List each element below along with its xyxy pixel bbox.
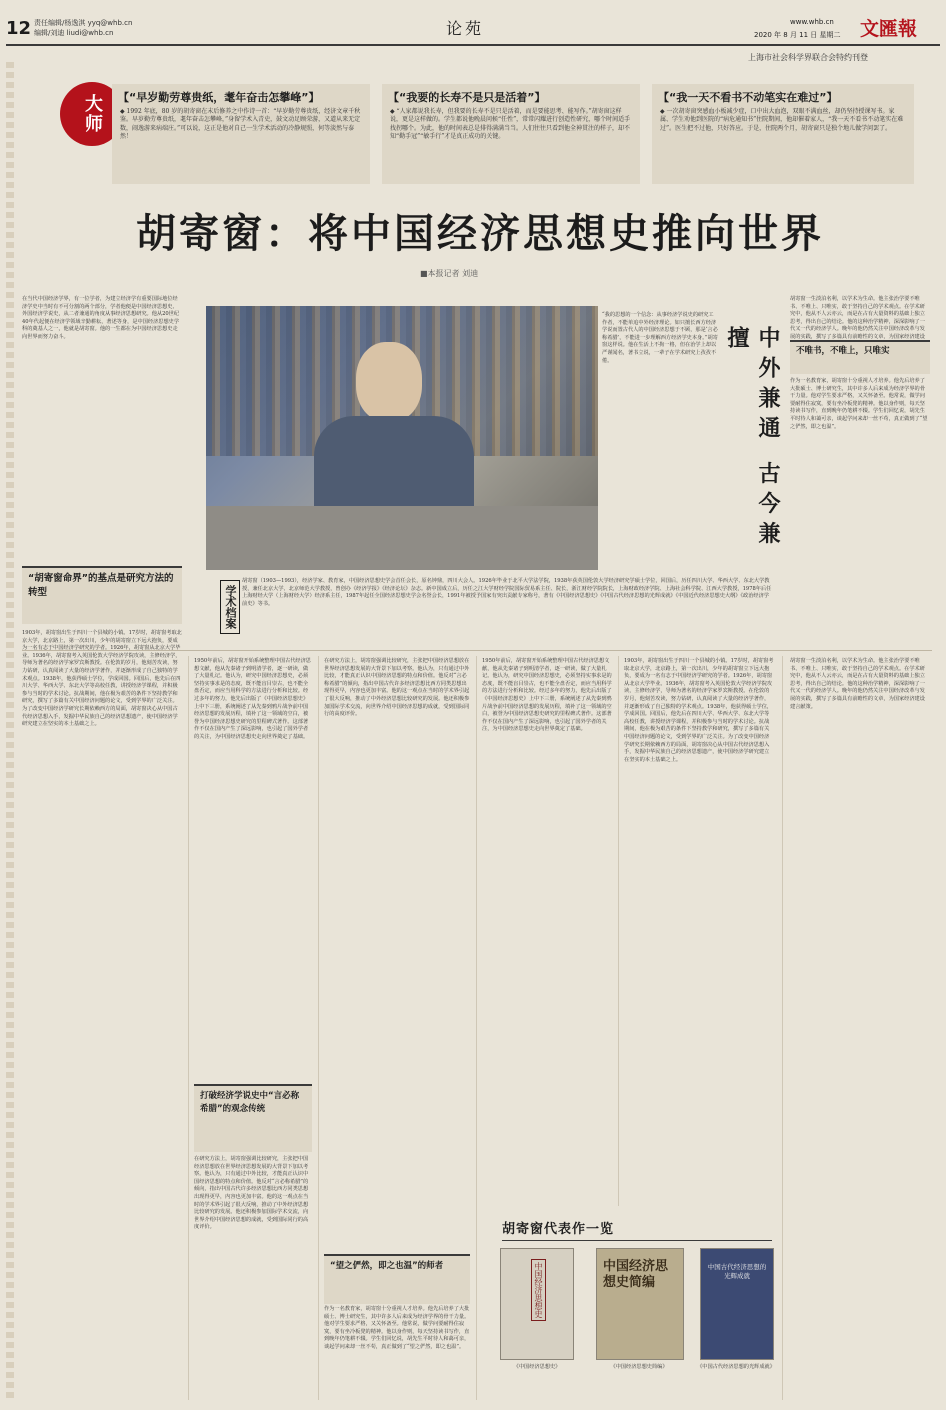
page-number: 12 xyxy=(6,18,32,39)
quote-body-1: ◆ 1992 年底，80 岁的胡寄窗在末后修养之中作诗一首：“早岁勤劳尊贵纸，经济文章千秋鉴。早岁勤劳尊贵纸，耄年奋击怎攀峰，”身留学术入青史，鼓文动足顾荣游，又道从来无定数，闹逸游来病端庄。”可以说，这正是他对自己一生学术活动的冷静规照，何等淡然与泰然！ xyxy=(120,108,361,141)
photo-caption: “我的思想的一个信念：从事经济学说史的研究工作者，不能单追中外经济理论。如只擅长西方经济学说而置古代人的中国经济思想于不顾，那是‘言必称希腊’，不能进一步理解西方经济学史本身。”胡寄窗这样说。他在生活上不拘一格，但在治学上却以严谨闻名，著书立说，一辈子在学术研究上孜孜不倦。 xyxy=(602,312,718,364)
byline-name: 刘迪 xyxy=(462,269,479,278)
archive-label: 学术档案 xyxy=(220,580,240,634)
editor-line-2: 编辑/刘迪 liudi@whb.cn xyxy=(34,29,114,37)
works-heading-rule xyxy=(502,1240,772,1241)
body-col-3: 在研究方法上，胡寄窗强调比较研究，主张把中国经济思想放在世界经济思想发展的大背景下加以考察。他认为，只有通过中外比较，才能真正认识中国经济思想的特点和价值。他反对“言必称希腊”的倾向，指出中国古代许多经济思想比西方同类思想出现得更早，内容也更加丰富。他的这一观点在当时的学术界引起了很大反响，推动了中外经济思想比较研究的发展。他还积极参加国际学术交流，向世界介绍中国经济思想的成就，受到国际同行的高度评价。 xyxy=(324,658,470,718)
book-caption-2: 《中国经济思想史简编》 xyxy=(610,1364,668,1370)
quote-title-3: 【“我一天不看书不动笔实在难过”】 xyxy=(658,91,838,104)
col-divider-2 xyxy=(318,656,319,1400)
left-border-pattern xyxy=(6,62,14,1402)
book-cover-3-label: 中国古代经济思想的光辉成就 xyxy=(707,1263,767,1280)
portrait-body xyxy=(314,416,474,516)
col-divider-3 xyxy=(476,656,477,1400)
col-divider-1 xyxy=(188,656,189,1400)
book-caption-1: 《中国经济思想史》 xyxy=(513,1364,561,1370)
subhead-1: “胡寄窗命界”的基点是研究方法的转型 xyxy=(28,573,174,598)
side-title: 中外兼通 古今兼擅 xyxy=(724,326,781,552)
book-caption-3: 《中国古代经济思想的光辉成就》 xyxy=(697,1364,775,1370)
portrait-desk xyxy=(206,506,598,570)
quote-title-2: 【“我要的长寿不是只是活着”】 xyxy=(388,91,546,104)
subhead-box-2 xyxy=(194,1084,312,1152)
body-col-4: 1950年前后，胡寄窗开始系统整理中国古代经济思想文献，他从先秦诸子到明清学者，逐一研读，做了大量札记。他认为，研究中国经济思想史，必须坚持实事求是的态度，既不能盲目崇古，也不能全盘否定，而应当用科学的方法进行分析和比较。经过多年的努力，他先后出版了《中国经济思想史》上中下三册，系统阐述了从先秦到鸦片战争前中国经济思想的发展历程，填补了这一领域的空白，被誉为中国经济思想史研究的里程碑式著作。这部著作不仅在国内产生了深远影响，也引起了国外学者的关注，为中国经济思想史走向世界奠定了基础。 xyxy=(482,658,612,733)
quote-body-2: ◆ “人家都说我长寿，但我要的长寿不是只是活着，而是要能思考、能写作。”胡寄窗这样说，更是这样做的。学生都说他晚晨问候“任性”，常常闪耀进行创造性研究，哪个时间适手找拐哪个。为此，他的时间表总是排得满满当当。人们往往只看到他全神贯注的样子，却不知“勤手冠”“敏手行”才是真正成功的关键。 xyxy=(390,108,631,141)
body-col-5: 1903年，胡寄窗出生于四川一个县城的小镇。17岁时，胡寄窗考取北京大学，北京路上，第一次出川，少年的胡寄窗立下远大抱负，要成为一名有志于中国经济学研究的学者。1926年，胡寄窗从北京大学毕业。1936年，胡寄窗考入英国伦敦大学经济学院攻读，主修经济学，导师为著名的经济学家罗宾斯教授。在伦敦的岁月，他刻苦攻读，努力钻研，认真阅读了大量的经济学著作，并逐渐形成了自己独特的学术观点。1938年，他获得硕士学位，学成回国。回国后，他先后在四川大学、华西大学、东北大学等高校任教，讲授经济学课程，并积极参与当时的学术讨论。抗战期间，他在极为艰苦的条件下坚持教学和研究，撰写了多篇有关中国经济问题的论文，受到学界的广泛关注。为了改变中国经济学研究长期依赖西方的局面，胡寄窗决心从中国古代经济思想入手，发掘中华民族自己的经济思想遗产，使中国经济学研究建立在坚实的本土基础之上。 xyxy=(624,658,774,763)
right-intro-text: 胡寄窗一生淡泊名利，以学术为生命。他主张治学要不唯书、不唯上、只唯实，敢于坚持自己的学术观点。在学术研究中，他从不人云亦云，而是在占有大量资料的基础上独立思考，得出自己的结论。他的这种治学精神，深深影响了一代又一代的经济学人。晚年的他仍然关注中国经济改革与发展的实践，撰写了多篇具有前瞻性的文章，为国家经济建设 xyxy=(790,296,925,340)
portrait-photo xyxy=(206,306,598,570)
subhead-4: 不唯书，不唯上，只唯实 xyxy=(796,346,890,356)
quote-body-3: ◆ 一次胡寄窗突感血小板减少症，口中出大血泡，双眼不满血丝，却仍坚持授课写书。家属、学生劝他到医院的“病危通知书”住院期间，他却催着家人，“我一天不看书不动笔实在难过”。医生把不过他，只好答应。于是，住院两个月，胡寄窗只是独个地儿做学问罢了。 xyxy=(660,108,904,132)
master-logo-text: 大师 xyxy=(82,94,103,134)
subhead-3: “望之俨然，即之也温”的师者 xyxy=(330,1261,444,1271)
body-col-2: 1950年前后，胡寄窗开始系统整理中国古代经济思想文献，他从先秦诸子到明清学者，逐一研读，做了大量札记。他认为，研究中国经济思想史，必须坚持实事求是的态度，既不能盲目崇古，也不能全盘否定，而应当用科学的方法进行分析和比较。经过多年的努力，他先后出版了《中国经济思想史》上中下三册，系统阐述了从先秦到鸦片战争前中国经济思想的发展历程，填补了这一领域的空白，被誉为中国经济思想史研究的里程碑式著作。这部著作不仅在国内产生了深远影响，也引起了国外学者的关注，为中国经济思想史走向世界奠定了基础。 xyxy=(194,658,311,740)
book-cover-1 xyxy=(500,1248,574,1360)
subhead-box-4 xyxy=(790,340,930,374)
editor-line-1: 责任编辑/杨逸淇 yyq@whb.cn xyxy=(34,19,133,27)
masthead-rule xyxy=(6,44,940,46)
byline-label: ■本报记者 xyxy=(420,269,460,278)
partner-line: 上海市社会科学界联合会特约刊登 xyxy=(748,53,868,62)
quote-box-3 xyxy=(652,84,914,184)
quote-box-1 xyxy=(112,84,370,184)
issue-date: 2020 年 8 月 11 日 星期二 xyxy=(754,31,841,39)
right-col-text-1: 作为一名教育家，胡寄窗十分重视人才培养。他先后培养了大批硕士、博士研究生，其中许多人后来成为经济学界的骨干力量。他对学生要求严格，又关怀备至。他常说，做学问要耐得住寂寞，要有坐冷板凳的精神。他以身作则，每天坚持读书写作，直到晚年仍笔耕不辍。学生们回忆说，胡先生平时待人和蔼可亲，谈起学问来却一丝不苟，真正做到了“望之俨然，即之也温”。 xyxy=(790,378,928,430)
byline xyxy=(420,268,478,279)
col-divider-4 xyxy=(618,656,619,1206)
subhead-box-1 xyxy=(22,566,182,624)
website: www.whb.cn xyxy=(790,18,834,26)
works-heading: 胡寄窗代表作一览 xyxy=(502,1222,615,1237)
col-divider-5 xyxy=(782,656,783,1400)
section-title: 论苑 xyxy=(446,19,485,38)
body-col-1: 1903年，胡寄窗出生于四川一个县城的小镇。17岁时，胡寄窗考取北京大学，北京路上，第一次出川，少年的胡寄窗立下远大抱负，要成为一名有志于中国经济学研究的学者。1926年，胡寄窗从北京大学毕业。1936年，胡寄窗考入英国伦敦大学经济学院攻读，主修经济学，导师为著名的经济学家罗宾斯教授。在伦敦的岁月，他刻苦攻读，努力钻研，认真阅读了大量的经济学著作，并逐渐形成了自己独特的学术观点。1938年，他获得硕士学位，学成回国。回国后，他先后在四川大学、华西大学、东北大学等高校任教，讲授经济学课程，并积极参与当时的学术讨论。抗战期间，他在极为艰苦的条件下坚持教学和研究，撰写了多篇有关中国经济问题的论文，受到学界的广泛关注。为了改变中国经济学研究长期依赖西方的局面，胡寄窗决心从中国古代经济思想入手，发掘中华民族自己的经济思想遗产，使中国经济学研究建立在坚实的本土基础之上。 xyxy=(22,630,182,728)
subhead-2: 打破经济学说史中“言必称希腊”的观念传统 xyxy=(200,1091,300,1114)
subhead-box-3 xyxy=(324,1254,470,1304)
book-cover-3 xyxy=(700,1248,774,1360)
headline: 胡寄窗：将中国经济思想史推向世界 xyxy=(136,210,824,257)
body-col-6: 胡寄窗一生淡泊名利，以学术为生命。他主张治学要不唯书、不唯上、只唯实，敢于坚持自己的学术观点。在学术研究中，他从不人云亦云，而是在占有大量资料的基础上独立思考，得出自己的结论。他的这种治学精神，深深影响了一代又一代的经济学人。晚年的他仍然关注中国经济改革与发展的实践，撰写了多篇具有前瞻性的文章，为国家经济建设建言献策。 xyxy=(790,658,925,710)
newspaper-logo: 文匯報 xyxy=(860,18,918,40)
body-col-3b: 作为一名教育家，胡寄窗十分重视人才培养。他先后培养了大批硕士、博士研究生，其中许多人后来成为经济学界的骨干力量。他对学生要求严格，又关怀备至。他常说，做学问要耐得住寂寞，要有坐冷板凳的精神。他以身作则，每天坚持读书写作，直到晚年仍笔耕不辍。学生们回忆说，胡先生平时待人和蔼可亲，谈起学问来却一丝不苟，真正做到了“望之俨然，即之也温”。 xyxy=(324,1306,470,1350)
intro-text: 在当代中国经济学界，有一位学者，为建立经济学有重要国际地位经济学史中当时有不可分割的两个部分，学者他便是中国经济思想史、外国经济学说史，从二者兼通的角度从事经济思想研究。他从20世纪40年代起便在经济学领域辛勤耕耘，著述等身，是中国经济思想史学科的奠基人之一，他就是胡寄窗。他的一生都在为中国经济思想史走向世界而努力奋斗。 xyxy=(22,296,180,340)
quote-box-2 xyxy=(382,84,640,184)
archive-text: 胡寄窗（1903—1993），经济学家、教育家，中国经济思想史学会首任会长，原名钟鼎，四川大会人。1926年毕业于北平大学法学院，1938年获英国伦敦大学经济研究学硕士学位，回国后，历任四川大学、华西大学、东北大学教授，兼任北京大学、北京师范大学教授，曾创办《经济学报》《经济论坛》杂志。新中国成立后，历任之江大学财经学院国际贸易系主任、院长，浙江财经学院院长，上海财政经济学院、上海社会科学院、江西大学教授，1978年后任上海财经大学（上海财经大学）经济系主任，1987年起任全国经济思想史学会名誉会长，1991年被授予国家有突出贡献专家称号，著有《中国经济思想史》《中国古代经济思想的光辉成就》《中国近代经济思想史大纲》《政治经济学前史》等书。 xyxy=(242,578,772,607)
book-cover-1-label: 中国经济思想史 xyxy=(531,1259,546,1321)
body-col-2b: 在研究方法上，胡寄窗强调比较研究，主张把中国经济思想放在世界经济思想发展的大背景下加以考察。他认为，只有通过中外比较，才能真正认识中国经济思想的特点和价值。他反对“言必称希腊”的倾向，指出中国古代许多经济思想比西方同类思想出现得更早，内容也更加丰富。他的这一观点在当时的学术界引起了很大反响，推动了中外经济思想比较研究的发展。他还积极参加国际学术交流，向世界介绍中国经济思想的成就，受到国际同行的高度评价。 xyxy=(194,1156,309,1231)
quote-title-1: 【“早岁勤劳尊贵纸，耄年奋击怎攀峰”】 xyxy=(118,91,320,104)
book-cover-2 xyxy=(596,1248,684,1360)
portrait-head xyxy=(356,342,422,422)
book-cover-2-label: 中国经济思想史简编 xyxy=(603,1259,669,1290)
